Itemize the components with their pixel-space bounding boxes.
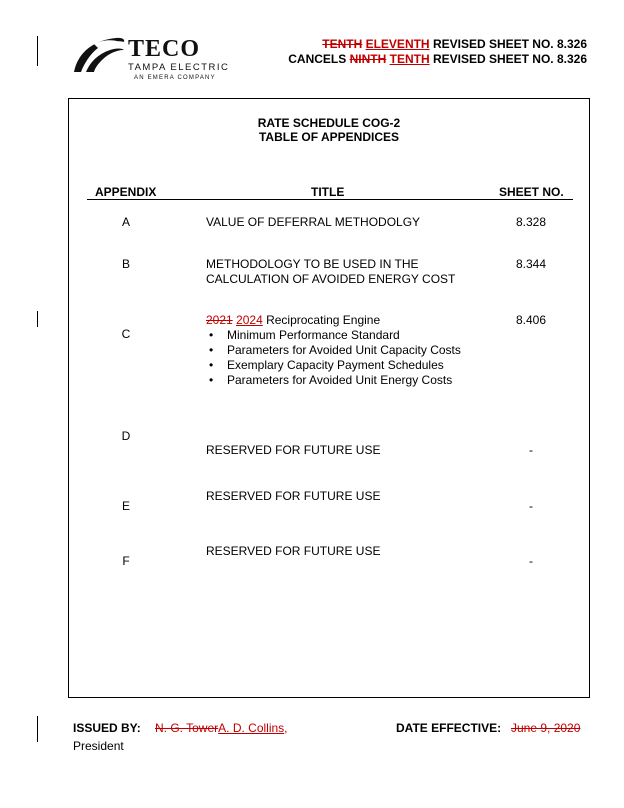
header-rule (87, 199, 573, 200)
appendix-title-c (206, 313, 461, 388)
change-bar (37, 36, 38, 66)
appendix-letter-a: A (121, 215, 130, 229)
issuer-suffix: , (284, 721, 288, 735)
date-effective-label: DATE EFFECTIVE: (396, 721, 502, 735)
year-new: 2024 (236, 313, 263, 327)
list-item: • Exemplary Capacity Payment Schedules (206, 358, 461, 373)
appendix-letter-d: D (121, 429, 131, 443)
logo-subtitle: TAMPA ELECTRIC (128, 62, 230, 73)
appendix-title-b-line1: METHODOLOGY TO BE USED IN THE (206, 257, 419, 271)
appendix-letter-e: E (121, 499, 130, 513)
revision-header (288, 37, 587, 67)
revision-old: TENTH (322, 37, 363, 51)
appendix-letter-c: C (121, 327, 131, 341)
appendix-title-f: RESERVED FOR FUTURE USE (206, 544, 381, 558)
date-effective-old: June 9, 2020 (511, 721, 581, 735)
appendix-title-c-text: Reciprocating Engine (262, 313, 381, 327)
change-bar (37, 716, 38, 742)
appendix-letter-f: F (122, 554, 130, 568)
issuer-new: A. D. Collins (218, 721, 285, 735)
logo-brand: TECO (128, 36, 201, 62)
logo-tagline: AN EMERA COMPANY (134, 75, 216, 81)
appendix-title-b-line2: CALCULATION OF AVOIDED ENERGY COST (206, 272, 456, 286)
appendix-sheet-a: 8.328 (515, 215, 547, 229)
appendix-sheet-c: 8.406 (515, 313, 547, 327)
teco-swoosh-icon (72, 34, 126, 74)
issuer-old: N. G. Tower (155, 721, 219, 735)
appendix-c-bullet-list (206, 328, 461, 388)
change-bar (37, 311, 38, 327)
appendix-title-e: RESERVED FOR FUTURE USE (206, 489, 381, 503)
appendix-letter-b: B (121, 257, 130, 271)
header-title: TITLE (311, 185, 345, 199)
cancels-text: REVISED SHEET NO. 8.326 (429, 52, 587, 66)
appendix-sheet-e: - (529, 499, 533, 513)
header-sheet-no: SHEET NO. (499, 185, 564, 199)
appendix-sheet-d: - (529, 443, 533, 457)
schedule-subtitle: TABLE OF APPENDICES (258, 130, 399, 144)
company-logo (72, 34, 262, 82)
list-item: • Parameters for Avoided Unit Energy Costs (206, 373, 461, 388)
cancels-prefix: CANCELS (288, 52, 350, 66)
year-old: 2021 (206, 313, 233, 327)
appendix-table-box (68, 98, 590, 698)
list-item: • Parameters for Avoided Unit Capacity Costs (206, 343, 461, 358)
header-appendix: APPENDIX (95, 185, 157, 199)
appendix-title-a: VALUE OF DEFERRAL METHODOLGY (206, 215, 421, 229)
appendix-title-d: RESERVED FOR FUTURE USE (206, 443, 381, 457)
revision-new: ELEVENTH (365, 37, 430, 51)
appendix-title-b (206, 257, 455, 287)
issued-by-label: ISSUED BY: (73, 721, 141, 735)
appendix-sheet-f: - (529, 554, 533, 568)
appendix-title-c-heading (206, 313, 461, 328)
list-item: • Minimum Performance Standard (206, 328, 461, 343)
appendix-sheet-b: 8.344 (515, 257, 547, 271)
schedule-title: RATE SCHEDULE COG-2 (257, 116, 401, 130)
revision-text: REVISED SHEET NO. 8.326 (429, 37, 587, 51)
issued-by-name (155, 721, 288, 735)
cancels-new: TENTH (389, 52, 430, 66)
schedule-title-block (69, 116, 589, 144)
cancels-old: NINTH (349, 52, 387, 66)
issuer-title: President (73, 739, 124, 753)
revision-line-2 (288, 52, 587, 67)
revision-line-1 (288, 37, 587, 52)
